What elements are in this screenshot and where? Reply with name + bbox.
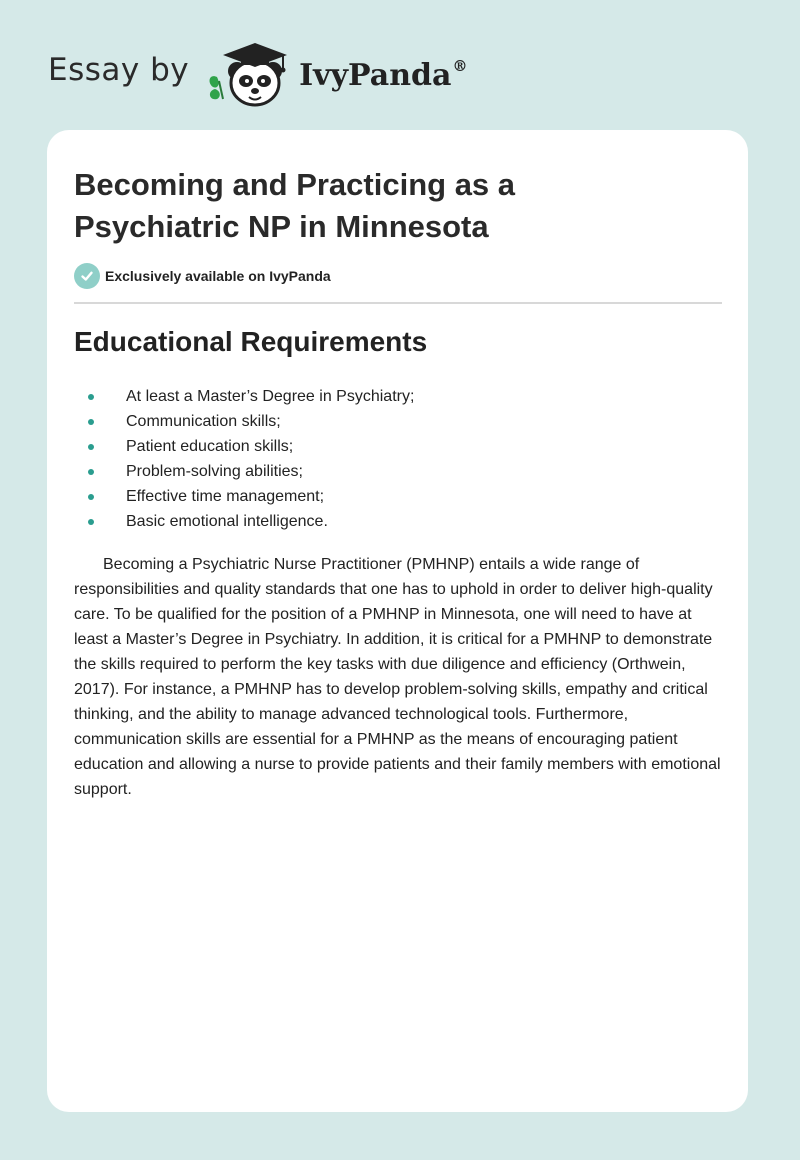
bullet-icon [88,444,94,450]
exclusive-badge [74,263,331,289]
list-item: Communication skills; [74,411,414,436]
essay-card [47,130,748,1112]
registered-mark: ® [452,57,468,75]
list-item: Basic emotional intelligence. [74,511,414,536]
bullet-icon [88,519,94,525]
check-icon [74,263,100,289]
exclusive-label: Exclusively available on IvyPanda [105,268,331,284]
brand-name[interactable]: IvyPanda® [299,57,468,93]
site-header [48,36,508,112]
body-paragraph: Becoming a Psychiatric Nurse Practitioner (PMHNP) entails a wide range of responsibilities and quality standards that one has to uphold in order to deliver high-quality care. To be qualified for the position of a PMHNP in Minnesota, one will need to have at least a Master’s Degree in Psychiatry. In addition, it is critical for a PMHNP to demonstrate the skills required to perform the key tasks with due diligence and efficiency (Orthwein, 2017). For instance, a PMHNP has to develop problem-solving skills, empathy and critical thinking, and the ability to manage advanced technological tools. Furthermore, communication skills are essential for a PMHNP as the means of encouraging patient education and allowing a nurse to provide patients and their family members with emotional support. [74,556,721,798]
bullet-icon [88,469,94,475]
list-item: At least a Master’s Degree in Psychiatry; [74,386,414,411]
list-item: Problem-solving abilities; [74,461,414,486]
list-item: Patient education skills; [74,436,414,461]
bullet-icon [88,419,94,425]
panda-graduate-logo-icon[interactable] [203,37,295,111]
list-item: Effective time management; [74,486,414,511]
requirements-list [74,386,414,536]
section-heading: Educational Requirements [74,326,428,357]
bullet-icon [88,394,94,400]
essay-by-label: Essay by [48,52,190,88]
essay-title: Becoming and Practicing as a Psychiatric NP in Minnesota [74,167,516,244]
divider [74,302,722,304]
bullet-icon [88,494,94,500]
